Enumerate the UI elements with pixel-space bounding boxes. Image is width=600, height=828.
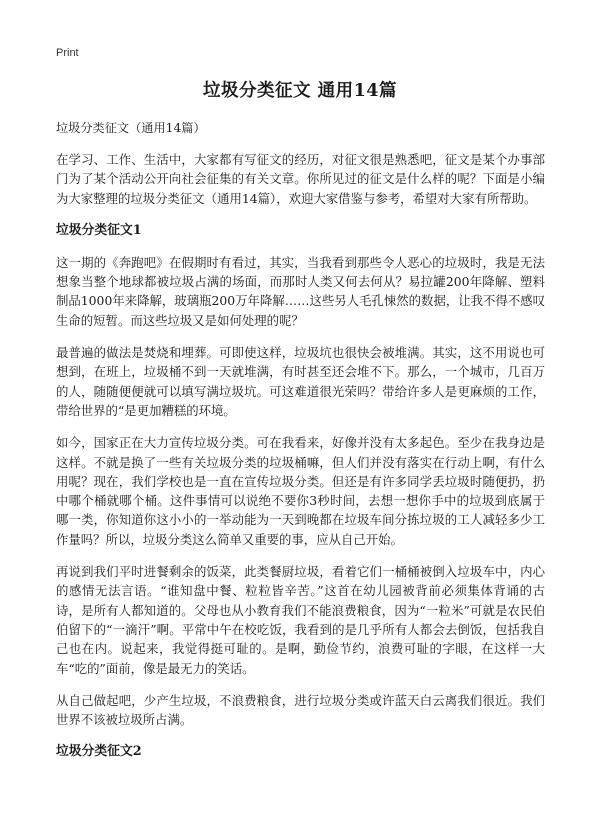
section1-paragraph: 再说到我们平时进餐剩余的饭菜，此类餐厨垃圾，看着它们一桶桶被倒入垃圾车中，内心的感情无法言语。“谁知盘中餐、粒粒皆辛苦。”这首在幼儿园被背前必须集体背诵的古诗，是所有人都知道的。父母也从小教育我们不能浪费粮食，因为“一粒米”可就是农民伯伯留下的“一滴汗”啊。平常中午在校吃饭，我看到的是几乎所有人都会去倒饭，包括我自己也在内。说起来，我觉得挺可耻的。是啊，勤俭节约，浪费可耻的字眼，在这样一大车“吃的”面前，像是最无力的笑话。 bbox=[56, 564, 545, 676]
print-label: Print bbox=[56, 47, 79, 59]
section1-paragraph: 这一期的《奔跑吧》在假期时有看过，其实，当我看到那些令人恶心的垃圾时，我是无法想象当整个地球都被垃圾占满的场面，而那时人类又何去何从？易拉罐200年降解、塑料制品1000年来降解，玻璃瓶200万年降解……这些另人毛孔悚然的数据，让我不得不感叹生命的短暂。而这些垃圾又是如何处理的呢？ bbox=[56, 254, 545, 328]
section-heading-2: 垃圾分类征文2 bbox=[56, 744, 142, 760]
section1-paragraph: 如今，国家正在大力宣传垃圾分类。可在我看来，好像并没有太多起色。至少在我身边是这样。不就是换了一些有关垃圾分类的垃圾桶嘛，但人们并没有落实在行动上啊，有什么用呢？现在，我们学校也是一直在宣传垃圾分类。但还是有许多同学丢垃圾时随便扔，扔中哪个桶就哪个桶。这件事情可以说绝不要你3秒时间，去想一想你手中的垃圾到底属于哪一类，你知道你这小小的一举动能为一天到晚都在垃圾车间分拣垃圾的工人减轻多少工作量吗？所以，垃圾分类这么简单又重要的事，应从自己开始。 bbox=[56, 435, 545, 547]
section-heading-1: 垃圾分类征文1 bbox=[56, 222, 142, 238]
intro-paragraph: 在学习、工作、生活中，大家都有写征文的经历，对征文很是熟悉吧，征文是某个办事部门为了某个活动公开向社会征集的有关文章。你所见过的征文是什么样的呢？下面是小编为大家整理的垃圾分类征文（通用14篇），欢迎大家借鉴与参考，希望对大家有所帮助。 bbox=[56, 152, 545, 206]
page-title: 垃圾分类征文 通用14篇 bbox=[203, 81, 397, 101]
document-body bbox=[56, 150, 545, 774]
document-subtitle: 垃圾分类征文（通用14篇） bbox=[56, 121, 206, 135]
section1-paragraph: 最普遍的做法是焚烧和埋葬。可即使这样，垃圾坑也很快会被堆满。其实，这不用说也可想到，在班上，垃圾桶不到一天就堆满，有时甚至还会堆不下。那么，一个城市，几百万的人，随随便便就可以填写满垃圾坑。可这难道很光荣吗？带给许多人是更麻烦的工作，带给世界的“是更加糟糕的环境。 bbox=[56, 345, 545, 418]
section1-paragraph: 从自己做起吧，少产生垃圾，不浪费粮食，进行垃圾分类或许蓝天白云离我们很近。我们世界不该被垃圾所占满。 bbox=[56, 692, 545, 728]
